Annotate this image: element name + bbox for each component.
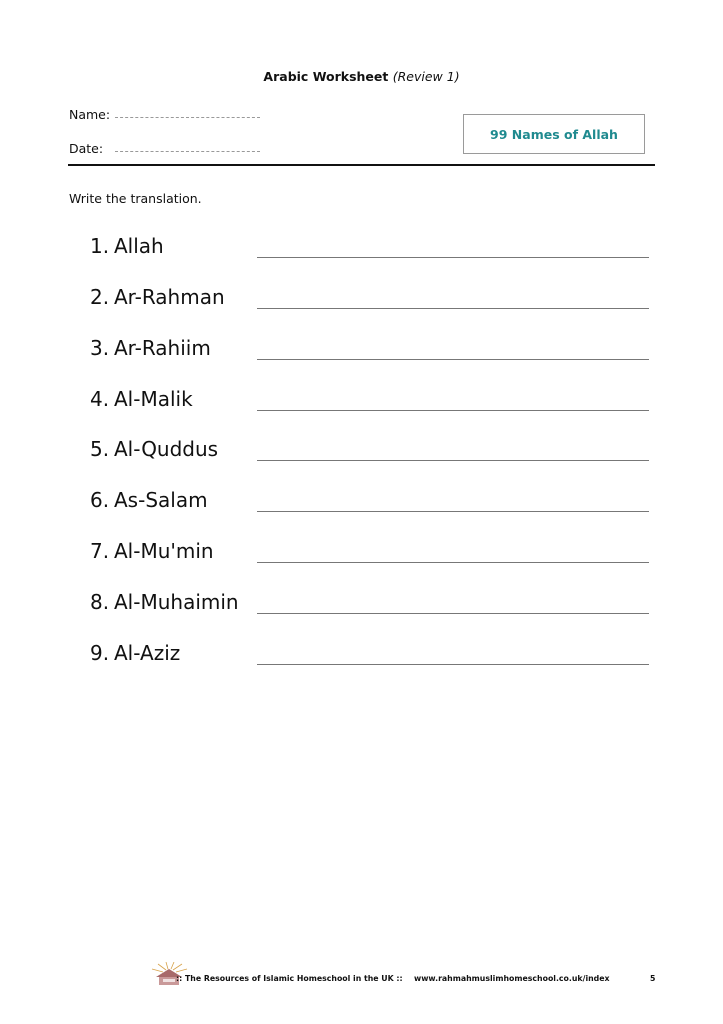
item-number: 4. bbox=[90, 387, 110, 411]
footer-text: :: The Resources of Islamic Homeschool in the UK :: bbox=[176, 974, 403, 983]
list-item bbox=[0, 539, 723, 579]
list-item bbox=[0, 336, 723, 376]
list-item bbox=[0, 590, 723, 630]
list-item bbox=[0, 234, 723, 274]
item-number: 5. bbox=[90, 437, 110, 461]
answer-line[interactable] bbox=[257, 664, 649, 665]
item-number: 8. bbox=[90, 590, 110, 614]
answer-line[interactable] bbox=[257, 410, 649, 411]
item-name: As-Salam bbox=[114, 488, 208, 512]
item-name: Allah bbox=[114, 234, 164, 258]
name-field[interactable] bbox=[115, 117, 260, 118]
answer-line[interactable] bbox=[257, 359, 649, 360]
list-item bbox=[0, 488, 723, 528]
page-number: 5 bbox=[650, 974, 656, 983]
topic-box bbox=[463, 114, 645, 154]
title-suffix: (Review 1) bbox=[392, 69, 460, 84]
item-name: Al-Quddus bbox=[114, 437, 219, 461]
answer-line[interactable] bbox=[257, 460, 649, 461]
item-number: 2. bbox=[90, 285, 110, 309]
item-name: Al-Malik bbox=[114, 387, 193, 411]
item-name: Ar-Rahman bbox=[114, 285, 225, 309]
item-number: 6. bbox=[90, 488, 110, 512]
list-item bbox=[0, 285, 723, 325]
list-item bbox=[0, 437, 723, 477]
item-name: Al-Mu'min bbox=[114, 539, 214, 563]
answer-line[interactable] bbox=[257, 257, 649, 258]
worksheet-title bbox=[0, 69, 723, 84]
list-item bbox=[0, 641, 723, 681]
answer-line[interactable] bbox=[257, 308, 649, 309]
item-name: Al-Muhaimin bbox=[114, 590, 239, 614]
header-divider bbox=[68, 164, 655, 166]
item-number: 7. bbox=[90, 539, 110, 563]
answer-line[interactable] bbox=[257, 562, 649, 563]
item-number: 1. bbox=[90, 234, 110, 258]
footer bbox=[148, 962, 668, 988]
footer-url[interactable]: www.rahmahmuslimhomeschool.co.uk/index bbox=[414, 974, 610, 983]
instructions: Write the translation. bbox=[69, 191, 202, 206]
item-number: 9. bbox=[90, 641, 110, 665]
item-number: 3. bbox=[90, 336, 110, 360]
date-label: Date: bbox=[69, 141, 104, 156]
list-item bbox=[0, 387, 723, 427]
answer-line[interactable] bbox=[257, 511, 649, 512]
item-name: Al-Aziz bbox=[114, 641, 181, 665]
item-name: Ar-Rahiim bbox=[114, 336, 211, 360]
date-field[interactable] bbox=[115, 151, 260, 152]
answer-line[interactable] bbox=[257, 613, 649, 614]
name-label: Name: bbox=[69, 107, 111, 122]
topic-label: 99 Names of Allah bbox=[490, 126, 618, 142]
title-text: Arabic Worksheet bbox=[263, 69, 389, 84]
